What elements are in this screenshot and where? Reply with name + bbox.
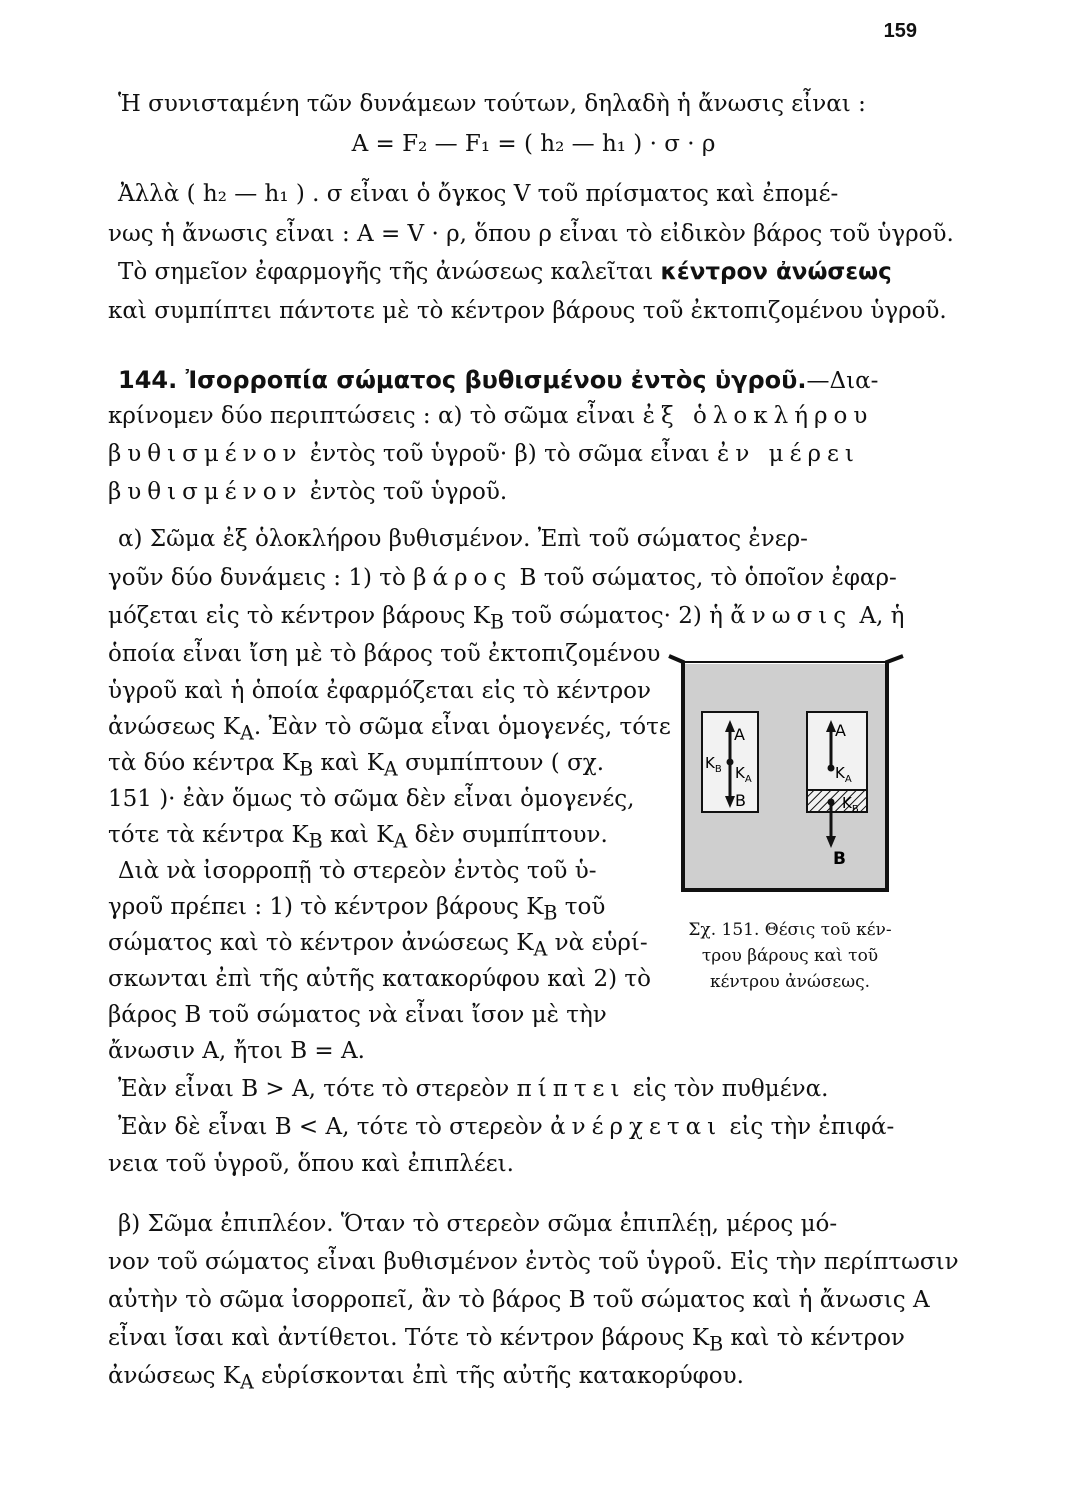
text-line: μόζεται εἰς τὸ κέντρον βάρους $K_B$ τοῦ σώματος· 2) ἡ ἄνωσις A, ἡ	[108, 603, 905, 634]
text-line: Διὰ νὰ ἰσορροπῇ τὸ στερεὸν ἐντὸς τοῦ ὑ-	[118, 858, 597, 884]
formula: A = F₂ — F₁ = ( h₂ — h₁ ) · σ · ρ	[351, 131, 716, 157]
subsection-label: β) Σῶμα ἐπιπλέον.	[118, 1211, 334, 1237]
text-line: εἶναι ἴσαι καὶ ἀντίθετοι. Τότε τὸ κέντρον βάρους $K_B$ καὶ τὸ κέντρον	[108, 1325, 905, 1356]
text-line: βυθισμένον ἐντὸς τοῦ ὑγροῦ.	[108, 479, 508, 505]
text-line: Ἐὰν εἶναι B > A, τότε τὸ στερεὸν πίπτει εἰς τὸν πυθμένα.	[118, 1076, 829, 1102]
text-line: α) Σῶμα ἐξ ὁλοκλήρου βυθισμένον. Ἐπὶ τοῦ σώματος ἐνερ-	[118, 526, 808, 552]
weight-center-point	[828, 799, 835, 806]
text-line: τότε τὰ κέντρα $K_B$ καὶ $K_A$ δὲν συμπίπτουν.	[108, 822, 608, 853]
text-line: β) Σῶμα ἐπιπλέον. Ὅταν τὸ στερεὸν σῶμα ἐπιπλέῃ, μέρος μό-	[118, 1211, 838, 1237]
label-KA: $K_A$	[835, 764, 852, 785]
text-line: Ἐὰν δὲ εἶναι B < A, τότε τὸ στερεὸν ἀνέρχεται εἰς τὴν ἐπιφά-	[118, 1114, 895, 1140]
text-line: νεια τοῦ ὑγροῦ, ὅπου καὶ ἐπιπλέει.	[108, 1151, 514, 1177]
text-line: γοῦν δύο δυνάμεις : 1) τὸ βάρος B τοῦ σώματος, τὸ ὁποῖον ἐφαρ-	[108, 565, 897, 591]
text-line: σκωνται ἐπὶ τῆς αὐτῆς κατακορύφου καὶ 2) τὸ	[108, 966, 651, 992]
figure-151-diagram	[665, 650, 910, 900]
text-line: Ἀλλὰ ( h₂ — h₁ ) . σ εἶναι ὁ ὄγκος V τοῦ πρίσματος καὶ ἐπομέ-	[118, 181, 839, 207]
text-line: 151 )· ἐὰν ὅμως τὸ σῶμα δὲν εἶναι ὁμογενές,	[108, 786, 635, 812]
text-line: ἄνωσιν A, ἤτοι B = A.	[108, 1038, 365, 1064]
text-line: νως ἡ ἄνωσις εἶναι : A = V · ρ, ὅπου ρ εἶναι τὸ εἰδικὸν βάρος τοῦ ὑγροῦ.	[108, 221, 954, 247]
section-heading: 144. Ἰσορροπία σώματος βυθισμένου ἐντὸς ὑγροῦ.—Δια-	[118, 366, 879, 394]
bold-term: κέντρον ἀνώσεως	[660, 259, 892, 285]
page-number: 159	[883, 20, 917, 42]
subsection-label: α) Σῶμα ἐξ ὁλοκλήρου βυθισμένον.	[118, 526, 531, 552]
text-line: ἀνώσεως $K_A$. Ἐὰν τὸ σῶμα εἶναι ὁμογενές, τότε	[108, 714, 671, 745]
label-A: A	[734, 725, 745, 744]
text-line: σώματος καὶ τὸ κέντρον ἀνώσεως $K_A$ νὰ εὑρί-	[108, 930, 648, 961]
text-line: καὶ συμπίπτει πάντοτε μὲ τὸ κέντρον βάρους τοῦ ἐκτοπιζομένου ὑγροῦ.	[108, 298, 947, 324]
text-line: ἀνώσεως $K_A$ εὑρίσκονται ἐπὶ τῆς αὐτῆς κατακορύφου.	[108, 1363, 744, 1394]
figure-caption: τρου βάρους καὶ τοῦ	[701, 946, 879, 966]
text-line: νον τοῦ σώματος εἶναι βυθισμένον ἐντὸς τοῦ ὑγροῦ. Εἰς τὴν περίπτωσιν	[108, 1249, 959, 1275]
label-A: A	[835, 721, 846, 740]
label-B: B	[833, 849, 846, 869]
text-line: βυθισμένον ἐντὸς τοῦ ὑγροῦ· β) τὸ σῶμα εἶναι ἐν μέρει	[108, 441, 860, 467]
label-KB: $K_B$	[842, 794, 859, 815]
text-line: Ἡ συνισταμένη τῶν δυνάμεων τούτων, δηλαδὴ ἡ ἄνωσις εἶναι :	[118, 91, 866, 117]
text-line: αὐτὴν τὸ σῶμα ἰσορροπεῖ, ἂν τὸ βάρος B τοῦ σώματος καὶ ἡ ἄνωσις A	[108, 1287, 930, 1313]
text-line: Τὸ σημεῖον ἐφαρμογῆς τῆς ἀνώσεως καλεῖται κέντρον ἀνώσεως	[118, 259, 892, 285]
label-KA: $K_A$	[735, 764, 752, 785]
buoyancy-center-point	[828, 765, 835, 772]
text-line: ὑγροῦ καὶ ἡ ὁποία ἐφαρμόζεται εἰς τὸ κέντρον	[108, 678, 652, 704]
label-KB: $K_B$	[705, 754, 722, 775]
figure-caption: Σχ. 151. Θέσις τοῦ κέν-	[688, 920, 892, 940]
label-B: B	[735, 791, 746, 810]
text-line: τὰ δύο κέντρα $K_B$ καὶ $K_A$ συμπίπτουν ( σχ.	[108, 750, 605, 781]
text-line: βάρος B τοῦ σώματος νὰ εἶναι ἴσον μὲ τὴν	[108, 1002, 607, 1028]
text-line: γροῦ πρέπει : 1) τὸ κέντρον βάρους $K_B$ τοῦ	[108, 894, 606, 925]
figure-caption: κέντρου ἀνώσεως.	[709, 972, 870, 992]
text-line: κρίνομεν δύο περιπτώσεις : α) τὸ σῶμα εἶναι ἐξ ὁλοκλήρου	[108, 403, 874, 429]
text-line: ὁποία εἶναι ἴση μὲ τὸ βάρος τοῦ ἐκτοπιζομένου	[108, 641, 661, 667]
center-point	[727, 759, 734, 766]
